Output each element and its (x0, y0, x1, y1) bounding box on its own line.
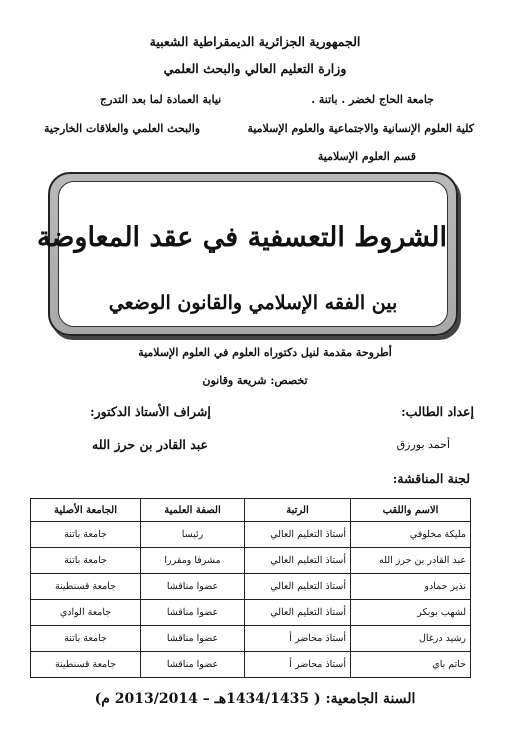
member-role: عضوا مناقشا (141, 600, 245, 626)
ministry-name: وزارة التعليم العالي والبحث العلمي (163, 61, 347, 76)
academic-year-value: ( 1434/1435هـ – 2013/2014 م) (94, 691, 321, 707)
member-university: جامعة باتنة (31, 626, 141, 652)
table-row (31, 574, 471, 600)
department-name: قسم العلوم الإسلامية (317, 150, 416, 163)
member-rank: أستاذ محاضر أ (245, 626, 351, 652)
thesis-specialty: تخصص: شريعة وقانون (202, 374, 308, 387)
thesis-description: أطروحة مقدمة لنيل دكتوراه العلوم في العلوم الإسلامية (138, 346, 392, 359)
header-university: الجامعة الأصلية (31, 499, 141, 522)
member-role: عضوا مناقشا (141, 626, 245, 652)
title-frame (37, 172, 458, 336)
member-rank: أستاذ محاضر أ (245, 652, 351, 678)
table-row (31, 600, 471, 626)
member-university: جامعة باتنة (31, 522, 141, 548)
member-rank: أستاذ التعليم العالي (245, 600, 351, 626)
member-university: جامعة قسنطينة (31, 652, 141, 678)
member-name: نذير حمادو (351, 574, 471, 600)
header-name: الاسم واللقب (351, 499, 471, 522)
member-role: عضوا مناقشا (141, 574, 245, 600)
university-name: جامعة الحاج لخضر . باتنة . (311, 93, 434, 106)
member-role: رئيسا (141, 522, 245, 548)
member-rank: أستاذ التعليم العالي (245, 522, 351, 548)
student-label: إعداد الطالب: (401, 404, 474, 419)
republic-name: الجمهورية الجزائرية الديمقراطية الشعبية (149, 34, 361, 49)
member-rank: أستاذ التعليم العالي (245, 574, 351, 600)
member-university: جامعة الوادي (31, 600, 141, 626)
title-frame-inner (37, 181, 448, 327)
header-role: الصفة العلمية (141, 499, 245, 522)
member-name: عبد القادر بن حرز الله (351, 548, 471, 574)
supervisor-label: إشراف الأستاذ الدكتور: (90, 404, 211, 419)
member-name: رشيد درغال (351, 626, 471, 652)
student-name: أحمد بورزق (396, 438, 450, 451)
member-role: عضوا مناقشا (141, 652, 245, 678)
committee-label: لجنة المناقشة: (392, 471, 470, 486)
academic-year-label: السنة الجامعية: (325, 691, 416, 707)
member-university: جامعة قسنطينة (31, 574, 141, 600)
table-row (31, 522, 471, 548)
supervisor-name: عبد القادر بن حرز الله (92, 437, 208, 452)
committee-table (30, 498, 471, 678)
deanship-postgrad: نيابة العمادة لما بعد التدرج (100, 93, 222, 106)
thesis-subtitle: بين الفقه الإسلامي والقانون الوضعي (108, 292, 398, 314)
committee-header-row (31, 499, 471, 522)
research-relations: والبحث العلمي والعلاقات الخارجية (44, 122, 201, 135)
member-name: مليكة مخلوفي (351, 522, 471, 548)
thesis-title: الشروط التعسفية في عقد المعاوضة (37, 222, 447, 253)
table-row (31, 626, 471, 652)
member-name: لشهب بوبكر (351, 600, 471, 626)
member-name: حاتم باي (351, 652, 471, 678)
faculty-name: كلية العلوم الإنسانية والاجتماعية والعلوم الإسلامية (247, 122, 474, 135)
table-row (31, 548, 471, 574)
member-university: جامعة باتنة (31, 548, 141, 574)
member-rank: أستاذ التعليم العالي (245, 548, 351, 574)
header-rank: الرتبة (245, 499, 351, 522)
table-row (31, 652, 471, 678)
member-role: مشرفا ومقررا (141, 548, 245, 574)
academic-year (0, 691, 510, 707)
